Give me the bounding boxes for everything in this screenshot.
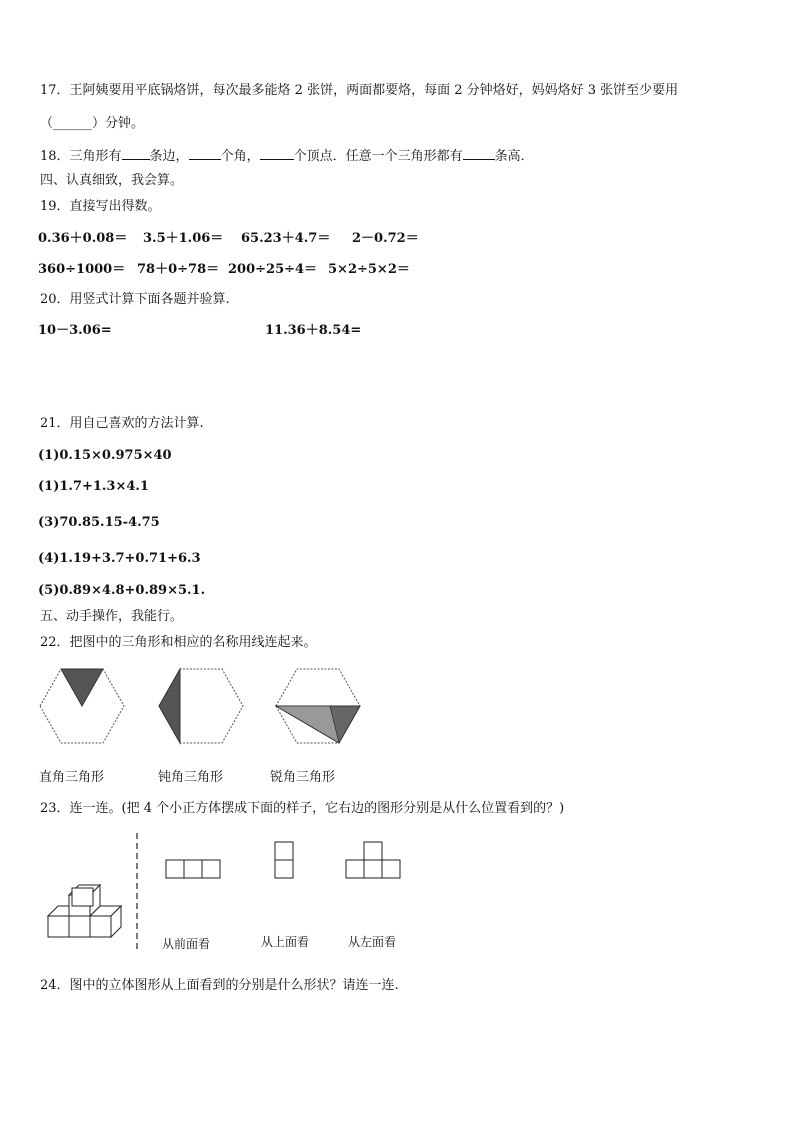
view-two-stacked[interactable] bbox=[275, 842, 293, 878]
q19-row1-item-4: 2－0.72＝ bbox=[352, 231, 419, 246]
q19-row1-item-2: 3.5＋1.06＝ bbox=[143, 231, 224, 246]
q18-text-3: 个角， bbox=[220, 149, 260, 164]
q22-label-right-triangle[interactable]: 直角三角形 bbox=[39, 770, 105, 785]
q19-row1-item-3: 65.23＋4.7＝ bbox=[241, 231, 331, 246]
q19-row2-item-4: 5×2÷5×2＝ bbox=[328, 262, 410, 277]
q17-line1: 17．王阿姨要用平底锅烙饼，每次最多能烙 2 张饼，两面都要烙，每面 2 分钟烙好，妈妈烙好 3 张饼至少要用 bbox=[40, 83, 679, 98]
q18-line bbox=[40, 147, 534, 165]
cube-top bbox=[72, 888, 93, 906]
q18-blank-1[interactable] bbox=[122, 147, 150, 160]
q22-title: 22．把图中的三角形和相应的名称用线连起来。 bbox=[40, 635, 317, 650]
q19-title: 19．直接写出得数。 bbox=[40, 199, 161, 214]
q20-item-2: 11.36＋8.54= bbox=[265, 323, 362, 338]
q20-title: 20．用竖式计算下面各题并验算. bbox=[40, 292, 230, 307]
q22-label-obtuse-triangle[interactable]: 钝角三角形 bbox=[158, 770, 224, 785]
q19-row2-item-3: 200÷25÷4＝ bbox=[228, 262, 318, 277]
q18-text-1: 18．三角形有 bbox=[40, 149, 122, 164]
q19-row1-item-1: 0.36＋0.08＝ bbox=[38, 231, 128, 246]
q17-line2: （______）分钟。 bbox=[40, 116, 145, 131]
q20-item-1: 10－3.06= bbox=[38, 323, 112, 338]
hexagon-figure-2[interactable] bbox=[159, 669, 243, 743]
q24-title: 24．图中的立体图形从上面看到的分别是什么形状？请连一连. bbox=[40, 978, 399, 993]
q23-label-left[interactable]: 从左面看 bbox=[348, 935, 397, 949]
section-5-heading: 五、动手操作，我能行。 bbox=[40, 609, 184, 624]
q19-row2-item-1: 360÷1000＝ bbox=[38, 262, 126, 277]
q18-text-2: 条边， bbox=[149, 149, 189, 164]
section-4-heading: 四、认真细致，我会算。 bbox=[40, 173, 184, 188]
q21-item-3: (3)70.85.15-4.75 bbox=[38, 515, 160, 530]
view-three-row[interactable] bbox=[166, 860, 220, 878]
q19-row2-item-2: 78＋0÷78＝ bbox=[137, 262, 220, 277]
q21-item-4: (4)1.19+3.7+0.71+6.3 bbox=[38, 551, 201, 566]
hexagon-figure-1[interactable] bbox=[40, 669, 124, 743]
q22-label-acute-triangle[interactable]: 锐角三角形 bbox=[270, 770, 336, 785]
q23-label-front[interactable]: 从前面看 bbox=[162, 937, 211, 951]
q18-blank-3[interactable] bbox=[260, 147, 294, 160]
q18-text-5: 条高． bbox=[494, 149, 534, 164]
q21-item-1: (1)0.15×0.975×40 bbox=[38, 448, 172, 463]
cube-stack-figure bbox=[48, 885, 121, 937]
q23-title: 23．连一连。(把 4 个小正方体摆成下面的样子，它右边的图形分别是从什么位置看到的？) bbox=[40, 801, 565, 816]
q23-label-top[interactable]: 从上面看 bbox=[261, 935, 310, 949]
hexagon-figure-3[interactable] bbox=[276, 669, 360, 743]
q21-item-2: (1)1.7+1.3×4.1 bbox=[38, 479, 149, 494]
q18-blank-2[interactable] bbox=[189, 147, 221, 160]
q21-item-5: (5)0.89×4.8+0.89×5.1. bbox=[38, 583, 206, 598]
view-t-shape[interactable] bbox=[346, 842, 400, 878]
q18-blank-4[interactable] bbox=[463, 147, 495, 160]
q21-title: 21．用自己喜欢的方法计算. bbox=[40, 416, 204, 431]
q18-text-4: 个顶点．任意一个三角形都有 bbox=[293, 149, 463, 164]
